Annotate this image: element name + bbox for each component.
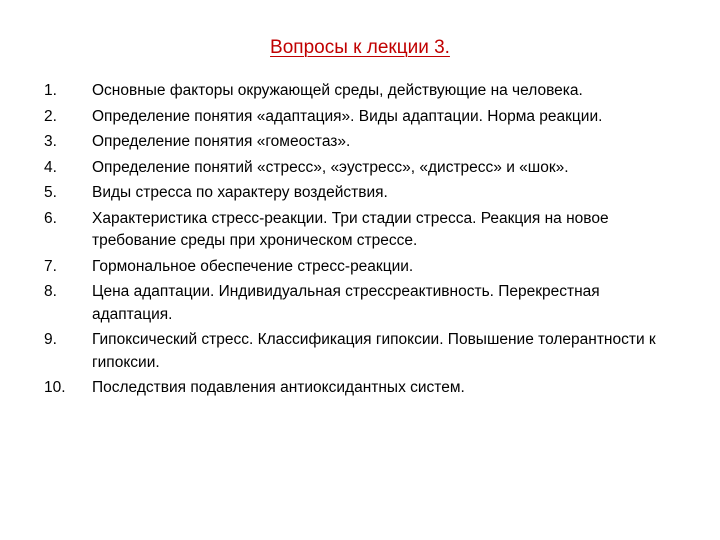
list-item-text: Цена адаптации. Индивидуальная стрессреактивность. Перекрестная адаптация.	[92, 283, 600, 323]
list-item-number: 6.	[44, 209, 57, 227]
slide-title-text: Вопросы к лекции 3.	[270, 37, 450, 58]
list-item	[44, 377, 684, 400]
list-item	[44, 157, 684, 180]
list-item-text: Гипоксический стресс. Классификация гипоксии. Повышение толерантности к гипоксии.	[92, 331, 656, 371]
list-item-text: Основные факторы окружающей среды, действующие на человека.	[92, 82, 583, 99]
list-item-number: 2.	[44, 107, 57, 125]
list-item	[44, 256, 684, 279]
list-item-number: 8.	[44, 283, 57, 300]
list-item	[44, 208, 684, 253]
list-item	[44, 106, 684, 129]
list-item-number: 9.	[44, 331, 57, 348]
list-item-text: Определение понятия «адаптация». Виды адаптации. Норма реакции.	[92, 107, 603, 125]
list-item	[44, 182, 684, 205]
list-item-text: Определение понятий «стресс», «эустресс», «дистресс» и «шок».	[92, 158, 569, 176]
list-item	[44, 281, 684, 326]
list-item-number: 7.	[44, 257, 57, 275]
questions-list	[44, 80, 684, 403]
list-item-number: 4.	[44, 158, 57, 176]
list-item-number: 10.	[44, 379, 66, 396]
list-item-text: Характеристика стресс-реакции. Три стадии стресса. Реакция на новое требование среды при хроническом стрессе.	[92, 209, 609, 249]
list-item-text: Определение понятия «гомеостаз».	[92, 133, 351, 150]
list-item	[44, 131, 684, 154]
list-item-number: 3.	[44, 133, 57, 150]
list-item-number: 5.	[44, 184, 57, 201]
list-item-text: Виды стресса по характеру воздействия.	[92, 184, 388, 201]
list-item	[44, 80, 684, 103]
list-item	[44, 329, 684, 374]
list-item-text: Последствия подавления антиоксидантных систем.	[92, 379, 465, 396]
list-item-number: 1.	[44, 82, 57, 99]
list-item-text: Гормональное обеспечение стресс-реакции.	[92, 257, 414, 275]
slide-title	[0, 35, 720, 61]
